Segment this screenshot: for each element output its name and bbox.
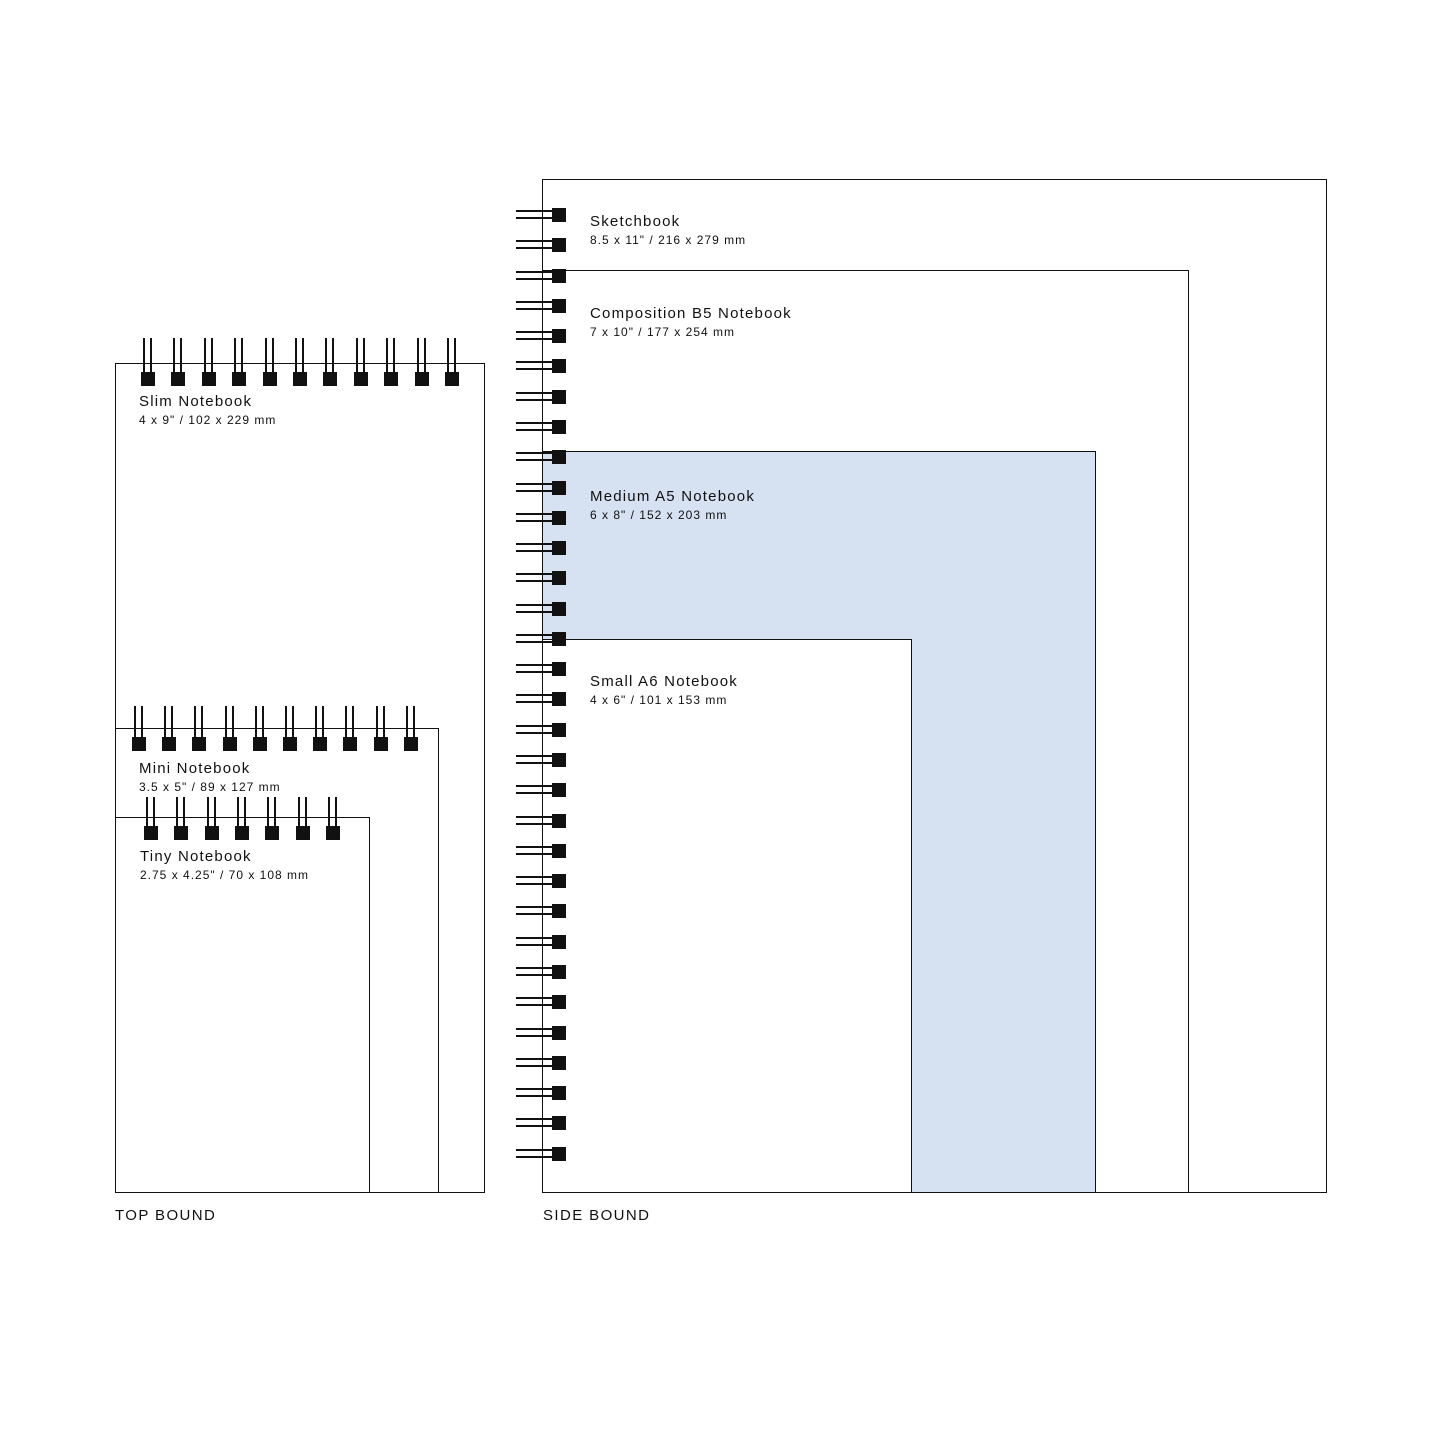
composition-notebook-name: Composition B5 Notebook <box>590 305 792 322</box>
coil-ring <box>516 752 568 768</box>
coil-ring <box>516 389 568 405</box>
tiny-notebook-dims: 2.75 x 4.25" / 70 x 108 mm <box>140 868 310 882</box>
coil-ring <box>322 338 338 387</box>
coil-ring <box>262 338 278 387</box>
coil-ring <box>516 449 568 465</box>
coil-ring <box>403 706 419 752</box>
coil-ring <box>143 797 159 841</box>
coil-ring <box>516 813 568 829</box>
tiny-notebook-name: Tiny Notebook <box>140 848 252 865</box>
small-notebook-label <box>590 673 738 708</box>
sketchbook-dims: 8.5 x 11" / 216 x 279 mm <box>590 233 747 247</box>
coil-ring <box>312 706 328 752</box>
coil-ring <box>516 298 568 314</box>
coil-ring <box>516 661 568 677</box>
coil-ring <box>516 873 568 889</box>
coil-ring <box>516 540 568 556</box>
medium-notebook-dims: 6 x 8" / 152 x 203 mm <box>590 508 728 522</box>
tiny-notebook-label <box>140 848 309 883</box>
coil-ring <box>373 706 389 752</box>
slim-notebook-label <box>139 393 276 428</box>
coil-ring <box>516 1055 568 1071</box>
coil-ring <box>516 207 568 223</box>
coil-ring <box>131 706 147 752</box>
coil-ring <box>234 797 250 841</box>
coil-ring <box>516 1025 568 1041</box>
coil-ring <box>201 338 217 387</box>
small-a6-notebook <box>542 639 912 1193</box>
mini-notebook-name: Mini Notebook <box>139 760 251 777</box>
coil-ring <box>516 601 568 617</box>
coil-ring <box>516 480 568 496</box>
side-bound-caption: SIDE BOUND <box>543 1207 651 1224</box>
coil-ring <box>516 1115 568 1131</box>
top-bound-caption: TOP BOUND <box>115 1207 217 1224</box>
coil-ring <box>295 797 311 841</box>
coil-ring <box>516 964 568 980</box>
coil-ring <box>516 570 568 586</box>
coil-ring <box>516 843 568 859</box>
coil-ring <box>383 338 399 387</box>
coil-ring <box>516 691 568 707</box>
coil-ring <box>516 328 568 344</box>
coil-ring <box>173 797 189 841</box>
sketchbook-name: Sketchbook <box>590 213 681 230</box>
coil-ring <box>516 782 568 798</box>
mini-notebook-dims: 3.5 x 5" / 89 x 127 mm <box>139 780 281 794</box>
coil-ring <box>325 797 341 841</box>
slim-notebook-dims: 4 x 9" / 102 x 229 mm <box>139 413 277 427</box>
coil-ring <box>516 237 568 253</box>
coil-ring <box>222 706 238 752</box>
coil-ring <box>161 706 177 752</box>
sketchbook-label <box>590 213 746 248</box>
coil-ring <box>516 510 568 526</box>
coil-ring <box>204 797 220 841</box>
coil-ring <box>231 338 247 387</box>
coil-ring <box>444 338 460 387</box>
coil-ring <box>516 358 568 374</box>
coil-ring <box>414 338 430 387</box>
coil-ring <box>140 338 156 387</box>
coil-ring <box>342 706 358 752</box>
coil-ring <box>516 994 568 1010</box>
coil-ring <box>516 934 568 950</box>
coil-ring <box>264 797 280 841</box>
medium-notebook-label <box>590 488 755 523</box>
composition-notebook-dims: 7 x 10" / 177 x 254 mm <box>590 325 735 339</box>
coil-ring <box>516 419 568 435</box>
coil-ring <box>353 338 369 387</box>
coil-ring <box>516 1146 568 1162</box>
small-notebook-dims: 4 x 6" / 101 x 153 mm <box>590 693 728 707</box>
mini-notebook-label <box>139 760 281 795</box>
coil-ring <box>516 903 568 919</box>
coil-ring <box>191 706 207 752</box>
slim-notebook-name: Slim Notebook <box>139 393 253 410</box>
composition-notebook-label <box>590 305 792 340</box>
coil-ring <box>516 722 568 738</box>
coil-ring <box>516 1085 568 1101</box>
coil-ring <box>170 338 186 387</box>
small-notebook-name: Small A6 Notebook <box>590 673 738 690</box>
coil-ring <box>282 706 298 752</box>
coil-ring <box>292 338 308 387</box>
coil-ring <box>516 268 568 284</box>
coil-ring <box>252 706 268 752</box>
medium-notebook-name: Medium A5 Notebook <box>590 488 756 505</box>
coil-ring <box>516 631 568 647</box>
